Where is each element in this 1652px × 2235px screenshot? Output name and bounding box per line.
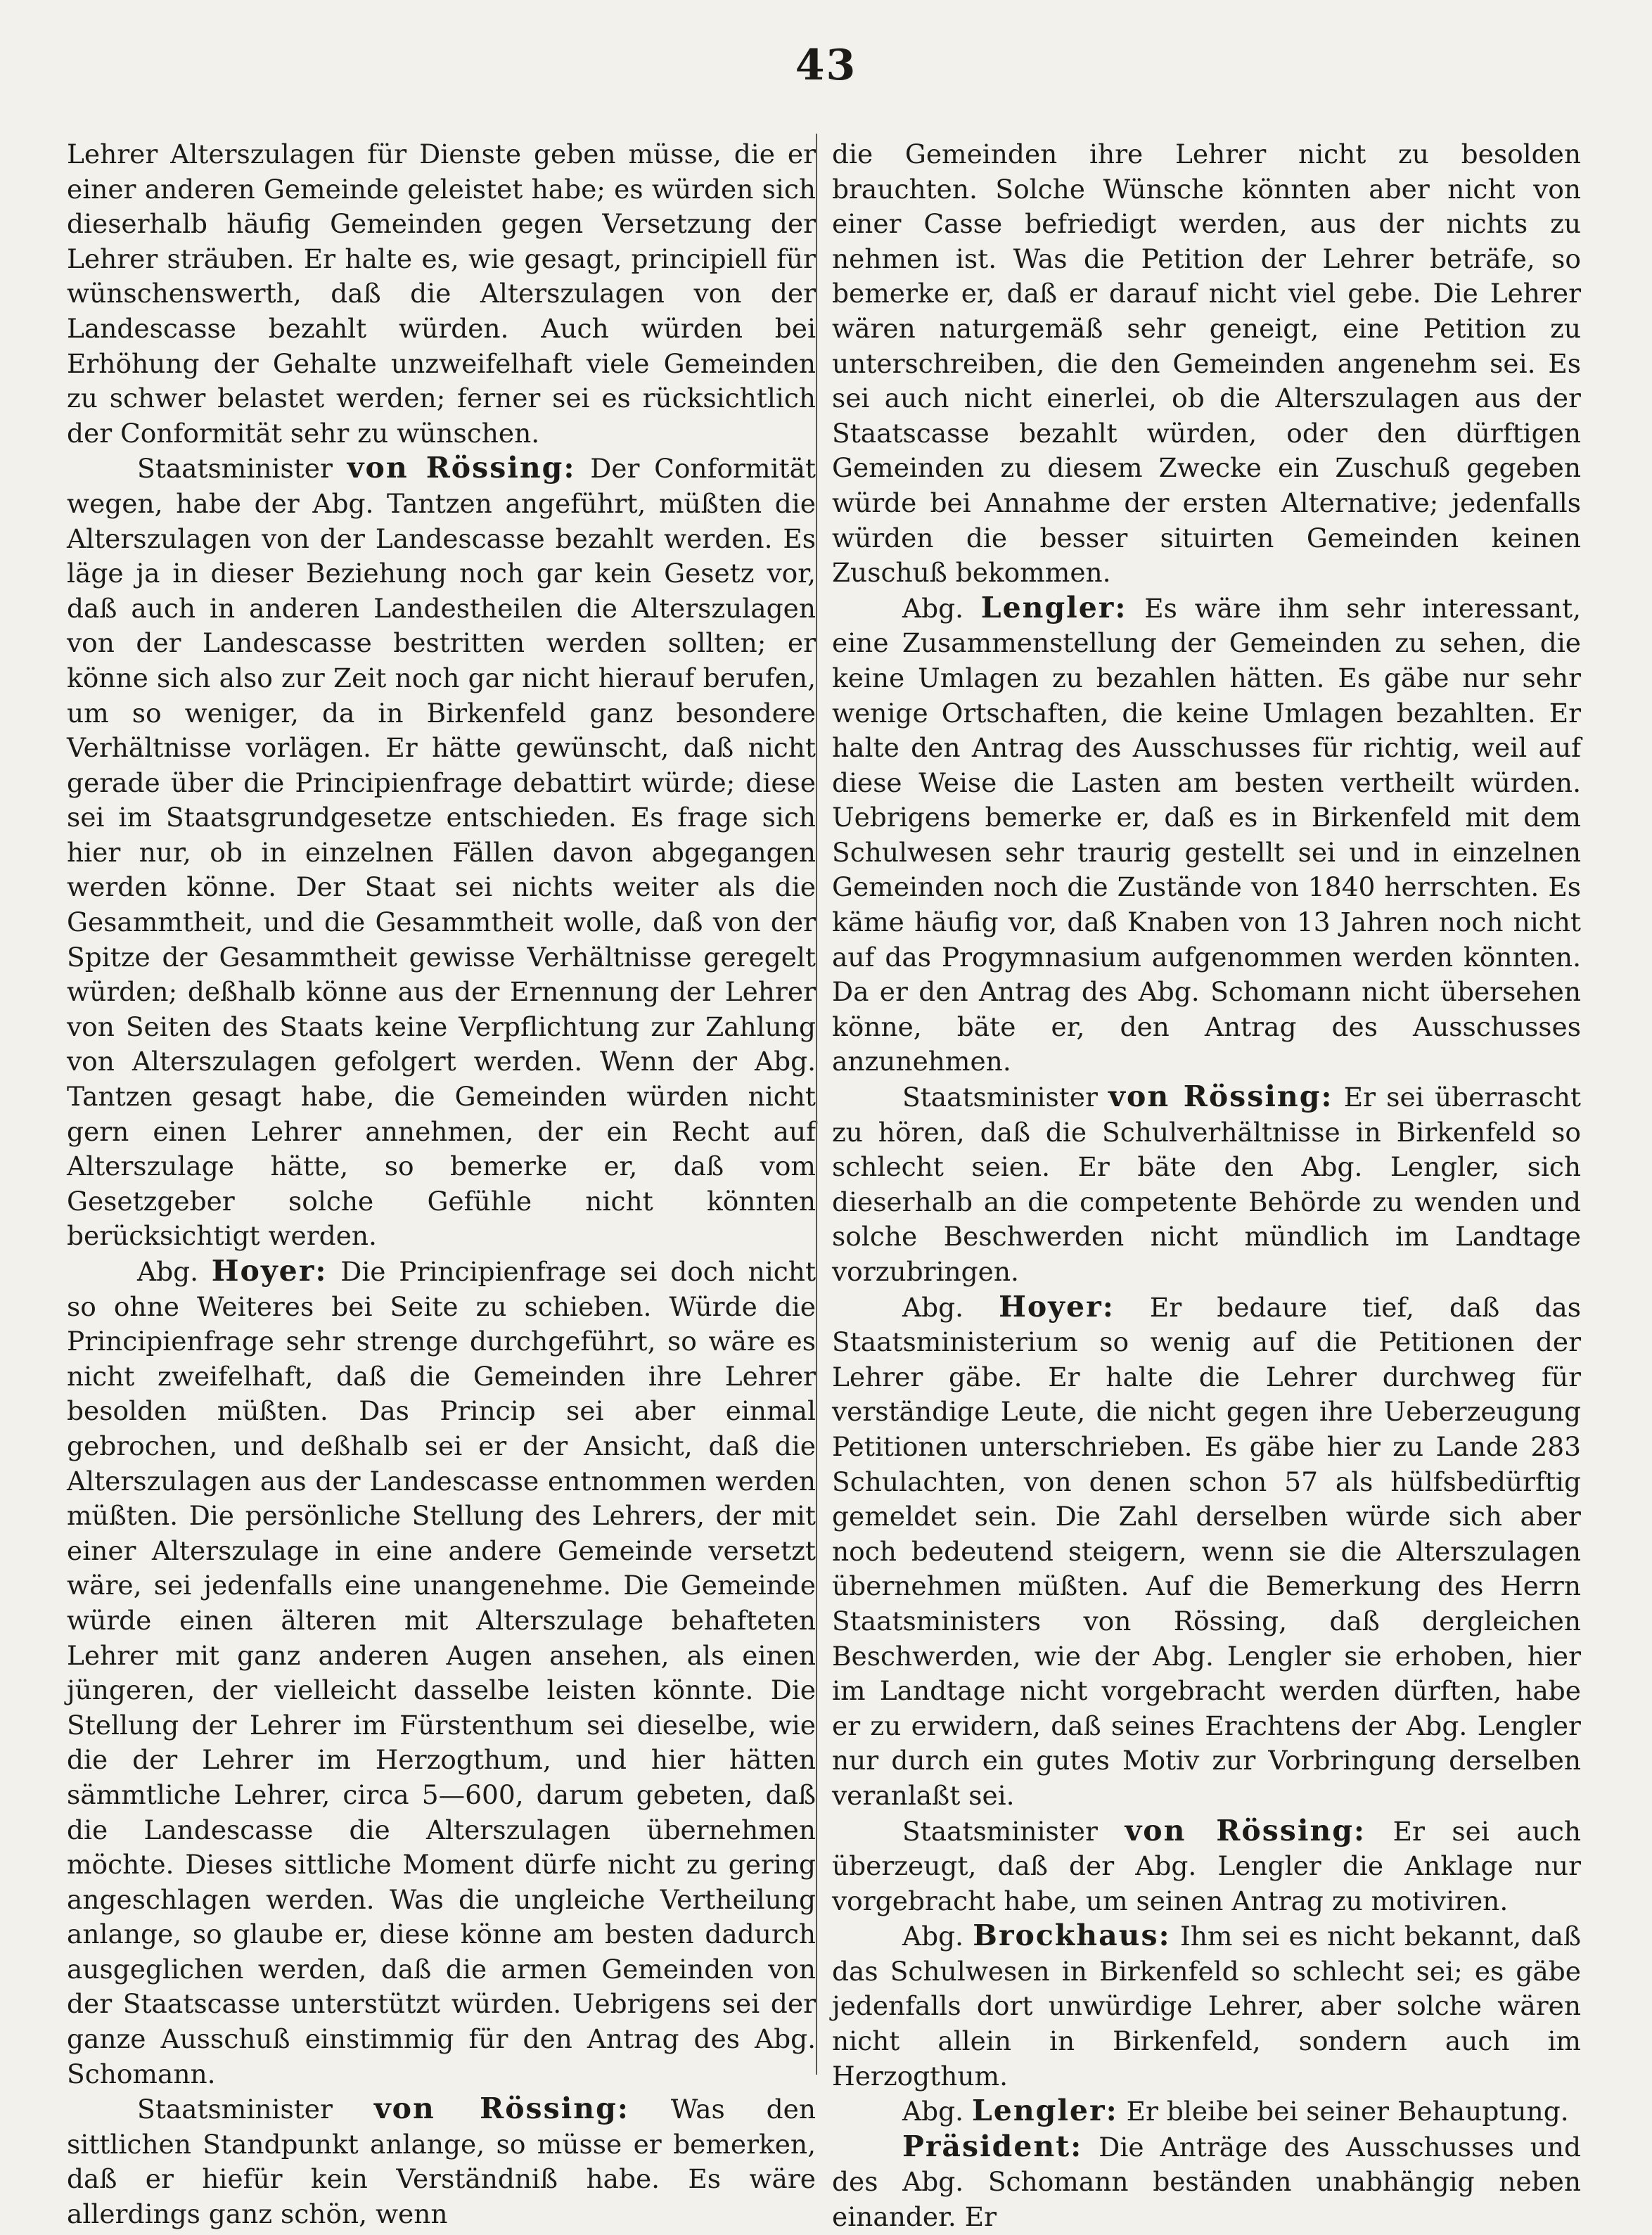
paragraph (67, 2092, 816, 2231)
speaker-name: Hoyer: (211, 1254, 328, 1288)
paragraph-text: Es wäre ihm sehr interessant, eine Zusammenstellung der Gemeinden zu sehen, die keine Umlagen zu bezahlen hätten. Es gäbe nur sehr wenige Ortschaften, die keine Umlagen bezahlten. Er halte den Antrag des Ausschusses für richtig, weil auf diese Weise die Lasten am besten vertheilt würden. Uebrigens bemerke er, daß es in Birkenfeld mit dem Schulwesen sehr traurig gestellt sei und in einzelnen Gemeinden noch die Zustände von 1840 herrschten. Es käme häufig vor, daß Knaben von 13 Jahren noch nicht auf das Progymnasium aufgenommen werden könnten. Da er den Antrag des Abg. Schomann nicht übersehen könne, bäte er, den Antrag des Ausschusses anzunehmen. (832, 592, 1582, 1077)
paragraph (832, 1814, 1581, 1919)
paragraph-text: Er bleibe bei seiner Behauptung. (1126, 2096, 1569, 2127)
paragraph (67, 137, 816, 451)
speaker-name: von Rössing: (347, 451, 576, 485)
speaker-name: Hoyer: (999, 1289, 1115, 1324)
paragraph-text: Der Conformität wegen, habe der Abg. Tantzen angeführt, müßten die Alterszulagen von der Landescasse bezahlt werden. Es läge ja in dieser Beziehung noch gar kein Gesetz vor, daß auch in anderen Landestheilen die Alterszulagen von der Landescasse bestritten werden sollten; er könne sich also zur Zeit noch gar nicht hierauf berufen, um so weniger, da in Birkenfeld ganz besondere Verhältnisse vorlägen. Er hätte gewünscht, daß nicht gerade über die Principienfrage debattirt würde; diese sei im Staatsgrundgesetze entschieden. Es frage sich hier nur, ob in einzelnen Fällen davon abgegangen werden könne. Der Staat sei nichts weiter als die Gesammtheit, und die Gesammtheit wolle, daß von der Spitze der Gesammtheit gewisse Verhältnisse geregelt würden; deßhalb könne aus der Ernennung der Lehrer von Seiten des Staats keine Verpflichtung zur Zahlung von Alterszulagen gefolgert werden. Wenn der Abg. Tantzen gesagt habe, die Gemeinden würden nicht gern einen Lehrer annehmen, der ein Recht auf Alterszulage hätte, so bemerke er, daß vom Gesetzgeber solche Gefühle nicht könnten berücksichtigt werden. (67, 453, 816, 1252)
speaker-title: Staatsminister (137, 2094, 333, 2125)
paragraph (832, 591, 1581, 1080)
paragraph-text: Die Principienfrage sei doch nicht so ohne Weiteres bei Seite zu schieben. Würde die Principienfrage sehr strenge durchgeführt, so wäre es nicht zweifelhaft, daß die Gemeinden ihre Lehrer besolden müßten. Das Princip sei aber einmal gebrochen, und deßhalb sei er der Ansicht, daß die Alterszulagen aus der Landescasse entnommen werden müßten. Die persönliche Stellung des Lehrers, der mit einer Alterszulage in eine andere Gemeinde versetzt wäre, sei jedenfalls eine unangenehme. Die Gemeinde würde einen älteren mit Alterszulage behafteten Lehrer mit ganz anderen Augen ansehen, als einen jüngeren, der vielleicht dasselbe leisten könnte. Die Stellung der Lehrer im Fürstenthum sei dieselbe, wie die der Lehrer im Herzogthum, und hier hätten sämmtliche Lehrer, circa 5—600, darum gebeten, daß die Landescasse die Alterszulagen übernehmen möchte. Dieses sittliche Moment dürfe nicht zu gering angeschlagen werden. Was die ungleiche Vertheilung anlange, so glaube er, diese könne am besten dadurch ausgeglichen werden, daß die armen Gemeinden von der Staatscasse unterstützt würden. Uebrigens sei der ganze Ausschuß einstimmig für den Antrag des Abg. Schomann. (67, 1256, 817, 2089)
speaker-title: Abg. (137, 1256, 199, 1287)
left-column (67, 137, 816, 2232)
paragraph (67, 1254, 816, 2092)
paragraph-text: die Gemeinden ihre Lehrer nicht zu besolden brauchten. Solche Wünsche könnten aber nicht von einer Casse befriedigt werden, aus der nichts zu nehmen ist. Was die Petition der Lehrer beträfe, so bemerke er, daß er darauf nicht viel gebe. Die Lehrer wären naturgemäß sehr geneigt, eine Petition zu unterschreiben, die den Gemeinden angenehm sei. Es sei auch nicht einerlei, ob die Alterszulagen aus der Staatscasse bezahlt würden, oder den dürftigen Gemeinden zu diesem Zwecke ein Zuschuß gegeben würde bei Annahme der ersten Alternative; jedenfalls würden die besser situirten Gemeinden keinen Zuschuß bekommen. (832, 139, 1581, 589)
paragraph-text: Lehrer Alterszulagen für Dienste geben müsse, die er einer anderen Gemeinde geleistet habe; es würden sich dieserhalb häufig Gemeinden gegen Versetzung der Lehrer sträuben. Er halte es, wie gesagt, principiell für wünschenswerth, daß die Alterszulagen von der Landescasse bezahlt würden. Auch würden bei Erhöhung der Gehalte unzweifelhaft viele Gemeinden zu schwer belastet werden; ferner sei es rücksichtlich der Conformität sehr zu wünschen. (67, 139, 816, 449)
speaker-title: Abg. (902, 1921, 964, 1952)
speaker-title: Staatsminister (137, 453, 333, 485)
right-column (832, 137, 1581, 2235)
speaker-title: Staatsminister (902, 1815, 1098, 1847)
speaker-name: von Rössing: (373, 2092, 629, 2126)
speaker-name: von Rössing: (1108, 1080, 1333, 1114)
speaker-title: Staatsminister (902, 1082, 1098, 1113)
column-divider (816, 134, 817, 2075)
paragraph (832, 2130, 1581, 2235)
paragraph-text: Was den sittlichen Standpunkt anlange, so müsse er bemerken, daß er hiefür kein Verständniß habe. Es wäre allerdings ganz schön, wenn (67, 2094, 817, 2230)
paragraph-text: Er sei überrascht zu hören, daß die Schulverhältnisse in Birkenfeld so schlecht seien. Er bäte den Abg. Lengler, sich dieserhalb an die competente Behörde zu wenden und solche Beschwerden nicht mündlich im Landtage vorzubringen. (832, 1082, 1582, 1287)
speaker-title: Abg. (902, 1291, 964, 1323)
speaker-name: Lengler: (971, 2094, 1118, 2128)
paragraph (832, 137, 1581, 591)
paragraph-text: Die Anträge des Ausschusses und des Abg. Schomann beständen unabhängig neben einander. Er (832, 2131, 1582, 2233)
paragraph (832, 1919, 1581, 2094)
speaker-title: Abg. (902, 2096, 964, 2127)
paragraph-text: Er bedaure tief, daß das Staatsministerium so wenig auf die Petitionen der Lehrer gäbe. Er halte die Lehrer durchweg für verständige Leute, die nicht gegen ihre Ueberzeugung Petitionen unterschrieben. Es gäbe hier zu Lande 283 Schulachten, von denen schon 57 als hülfsbedürftig gemeldet sein. Die Zahl derselben würde sich aber noch bedeutend steigern, wenn sie die Alterszulagen übernehmen müßten. Auf die Bemerkung des Herrn Staatsministers von Rössing, daß dergleichen Beschwerden, wie der Abg. Lengler sie erhoben, hier im Landtage nicht vorgebracht werden dürften, habe er zu erwidern, daß seines Erachtens der Abg. Lengler nur durch ein gutes Motiv zur Vorbringung derselben veranlaßt sei. (832, 1291, 1582, 1811)
speaker-name: von Rössing: (1125, 1813, 1366, 1847)
speaker-name: Brockhaus: (973, 1919, 1171, 1953)
paragraph (832, 1290, 1581, 1814)
paragraph (67, 451, 816, 1254)
speaker-title: Abg. (902, 592, 964, 624)
speaker-name: Lengler: (980, 590, 1127, 625)
paragraph (832, 1080, 1581, 1290)
paragraph-text: Ihm sei es nicht bekannt, daß das Schulwesen in Birkenfeld so schlecht sei; es gäbe jedenfalls dort unwürdige Lehrer, aber solche wären nicht allein in Birkenfeld, sondern auch im Herzogthum. (832, 1921, 1582, 2092)
paragraph (832, 2094, 1581, 2130)
paragraph-text: Er sei auch überzeugt, daß der Abg. Lengler die Anklage nur vorgebracht habe, um seinen Antrag zu motiviren. (832, 1815, 1581, 1916)
speaker-name: Präsident: (902, 2129, 1083, 2163)
page-number: 43 (795, 41, 857, 90)
